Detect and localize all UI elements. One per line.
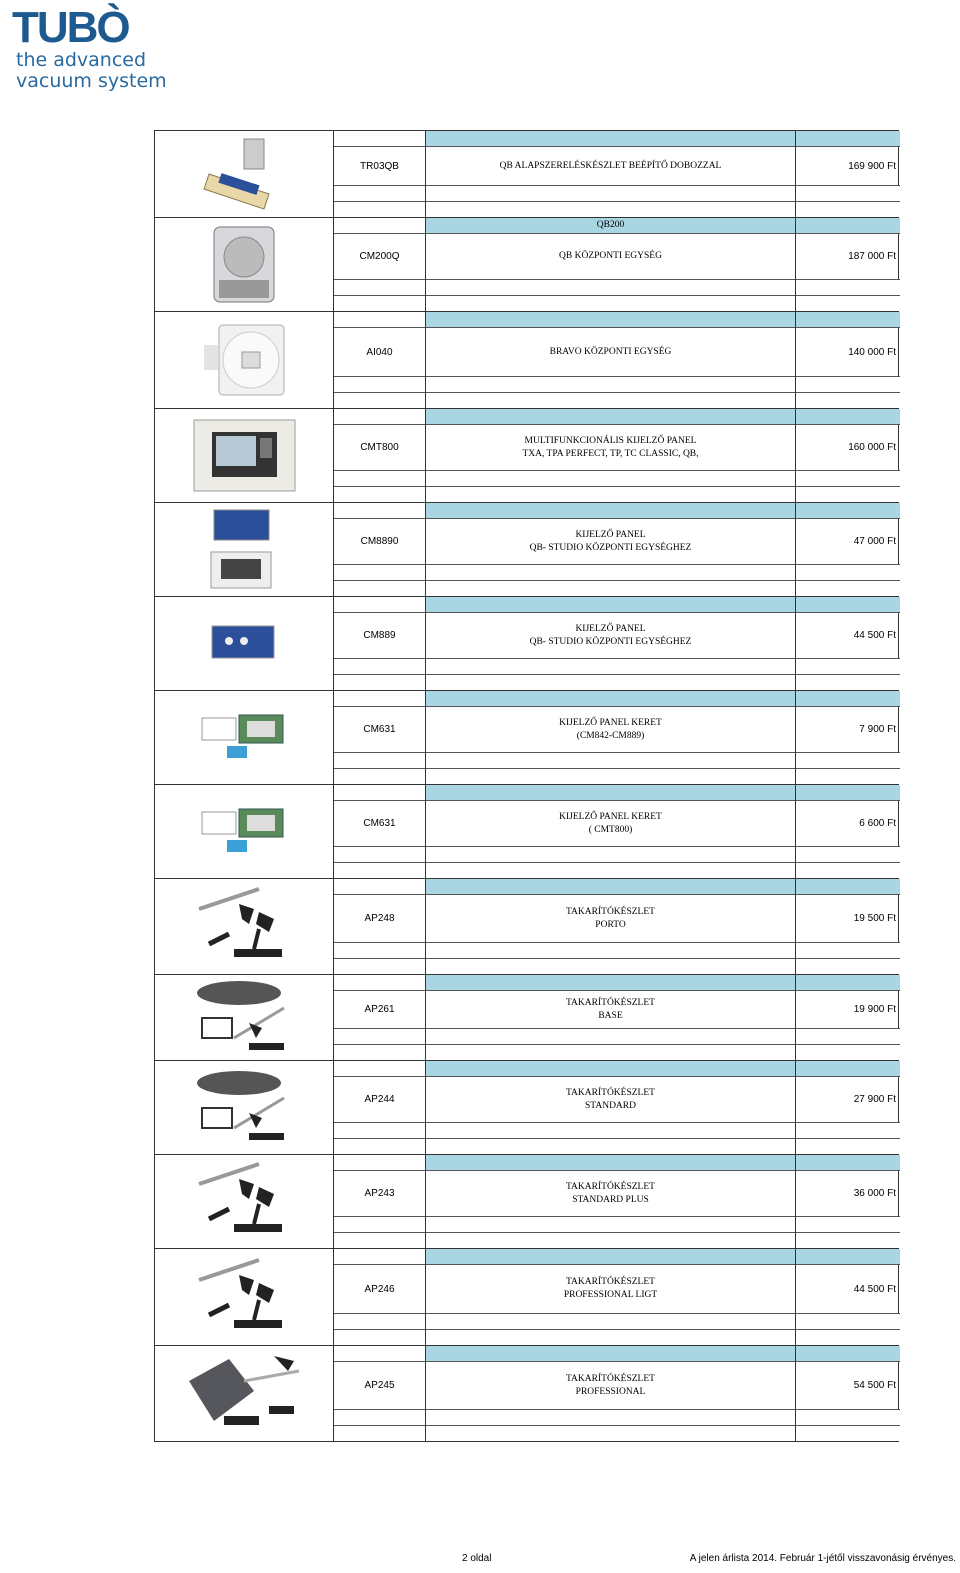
product-image-cell xyxy=(155,131,334,217)
product-image-cell xyxy=(155,1155,334,1248)
product-price-cell xyxy=(796,1249,900,1345)
product-description xyxy=(426,895,795,943)
product-price-cell xyxy=(796,691,900,784)
product-image-cell xyxy=(155,691,334,784)
product-description xyxy=(426,147,795,186)
product-image-cell xyxy=(155,409,334,502)
product-code: AP261 xyxy=(334,991,425,1029)
product-code-cell xyxy=(334,975,426,1060)
product-description xyxy=(426,1265,795,1314)
product-row xyxy=(154,878,899,974)
product-row xyxy=(154,596,899,690)
product-price: 47 000 Ft xyxy=(796,519,900,565)
band-label xyxy=(426,312,795,328)
case-kit-icon xyxy=(184,1351,304,1436)
description-line1: TAKARÍTÓKÉSZLET xyxy=(566,1373,655,1384)
product-price: 7 900 Ft xyxy=(796,707,900,753)
description-line1: TAKARÍTÓKÉSZLET xyxy=(566,1087,655,1098)
description-line1: KIJELZŐ PANEL KERET xyxy=(559,717,662,728)
product-code-cell xyxy=(334,785,426,878)
product-price: 27 900 Ft xyxy=(796,1077,900,1123)
product-price-cell xyxy=(796,131,900,217)
product-price-cell xyxy=(796,879,900,974)
description-line2: (CM842-CM889) xyxy=(576,730,645,741)
band-label xyxy=(426,1346,795,1362)
product-desc-cell xyxy=(426,785,796,878)
band-label xyxy=(426,1061,795,1077)
product-price-cell xyxy=(796,597,900,690)
cleaning-kit-icon xyxy=(194,884,294,969)
product-code-cell xyxy=(334,691,426,784)
product-code-cell xyxy=(334,597,426,690)
product-row xyxy=(154,408,899,502)
band-label xyxy=(426,691,795,707)
display-panel-icon xyxy=(192,418,297,493)
description-line2: ( CMT800) xyxy=(588,824,633,835)
description-line2: PROFESSIONAL xyxy=(575,1386,646,1397)
product-code-cell xyxy=(334,1061,426,1154)
description-line2: PORTO xyxy=(595,919,626,930)
description-line2: QB- STUDIO KÖZPONTI EGYSÉGHEZ xyxy=(529,542,692,553)
product-code-cell xyxy=(334,1155,426,1248)
product-price: 36 000 Ft xyxy=(796,1171,900,1217)
product-code: TR03QB xyxy=(334,147,425,186)
description-line2: STANDARD PLUS xyxy=(572,1194,649,1205)
product-description xyxy=(426,991,795,1029)
product-description xyxy=(426,1077,795,1123)
central-unit-icon xyxy=(209,222,279,307)
product-price: 19 900 Ft xyxy=(796,991,900,1029)
band-label xyxy=(426,503,795,519)
band-label xyxy=(426,879,795,895)
product-image-cell xyxy=(155,785,334,878)
band-label xyxy=(426,975,795,991)
frame-icon xyxy=(197,710,292,765)
description-line1: TAKARÍTÓKÉSZLET xyxy=(566,1181,655,1192)
product-desc-cell xyxy=(426,503,796,596)
description-line1: TAKARÍTÓKÉSZLET xyxy=(566,906,655,917)
product-row xyxy=(154,502,899,596)
product-price-cell xyxy=(796,1061,900,1154)
bag-kit-icon xyxy=(194,978,294,1058)
product-image-cell xyxy=(155,1249,334,1345)
band-label: QB200 xyxy=(426,218,795,234)
product-image-cell xyxy=(155,218,334,311)
product-code: AP244 xyxy=(334,1077,425,1123)
wall-unit-icon xyxy=(199,320,289,400)
price-table xyxy=(154,130,899,1442)
dual-panel-icon xyxy=(209,507,279,592)
product-desc-cell xyxy=(426,597,796,690)
product-desc-cell xyxy=(426,218,796,311)
product-description xyxy=(426,425,795,471)
product-description xyxy=(426,1171,795,1217)
product-desc-cell xyxy=(426,131,796,217)
description-line1: BRAVO KÖZPONTI EGYSÉG xyxy=(549,346,672,357)
product-desc-cell xyxy=(426,975,796,1060)
validity-note: A jelen árlista 2014. Február 1-jétől visszavonásig érvényes. xyxy=(689,1553,956,1564)
band-label xyxy=(426,1249,795,1265)
product-description xyxy=(426,234,795,280)
page-number: 2 oldal xyxy=(462,1553,492,1564)
product-image-cell xyxy=(155,1061,334,1154)
product-price: 6 600 Ft xyxy=(796,801,900,847)
description-line2: STANDARD xyxy=(585,1100,636,1111)
description-line2: BASE xyxy=(598,1010,623,1021)
band-label xyxy=(426,1155,795,1171)
product-image-cell xyxy=(155,503,334,596)
product-code: AP243 xyxy=(334,1171,425,1217)
panel-icon xyxy=(209,621,279,666)
product-code: CM631 xyxy=(334,801,425,847)
product-code: AP248 xyxy=(334,895,425,943)
description-line1: TAKARÍTÓKÉSZLET xyxy=(566,1277,655,1287)
product-desc-cell xyxy=(426,1346,796,1441)
product-price-cell xyxy=(796,1155,900,1248)
description-line2: TXA, TPA PERFECT, TP, TC CLASSIC, QB, xyxy=(522,448,699,459)
product-price: 44 500 Ft xyxy=(796,1265,900,1314)
description-line1: KIJELZŐ PANEL xyxy=(575,529,646,540)
product-image-cell xyxy=(155,975,334,1060)
product-image-cell xyxy=(155,1346,334,1441)
product-code-cell xyxy=(334,503,426,596)
band-label xyxy=(426,409,795,425)
product-price: 169 900 Ft xyxy=(796,147,900,186)
tagline-line1: the advanced xyxy=(16,49,147,71)
product-code: CM8890 xyxy=(334,519,425,565)
product-description xyxy=(426,519,795,565)
product-code-cell xyxy=(334,131,426,217)
product-code: CMT800 xyxy=(334,425,425,471)
product-row xyxy=(154,130,899,217)
product-code: AP246 xyxy=(334,1265,425,1314)
product-code: AP245 xyxy=(334,1362,425,1410)
product-price: 19 500 Ft xyxy=(796,895,900,943)
product-code-cell xyxy=(334,312,426,408)
product-desc-cell xyxy=(426,691,796,784)
product-desc-cell xyxy=(426,1249,796,1345)
band-label xyxy=(426,785,795,801)
product-code-cell xyxy=(334,1346,426,1441)
product-row xyxy=(154,1154,899,1248)
product-price-cell xyxy=(796,503,900,596)
product-price: 140 000 Ft xyxy=(796,328,900,377)
product-code-cell xyxy=(334,1249,426,1345)
frame-icon xyxy=(197,804,292,859)
description-line1: QB KÖZPONTI EGYSÉG xyxy=(559,251,662,261)
description-line1: TAKARÍTÓKÉSZLET xyxy=(566,997,655,1008)
product-code: CM200Q xyxy=(334,234,425,280)
product-description xyxy=(426,801,795,847)
product-price: 160 000 Ft xyxy=(796,425,900,471)
description-line1: QB ALAPSZERELÉSKÉSZLET BEÉPÍTŐ DOBOZZAL xyxy=(499,160,722,171)
product-image-cell xyxy=(155,312,334,408)
product-description xyxy=(426,707,795,753)
product-code: AI040 xyxy=(334,328,425,377)
description-line1: KIJELZŐ PANEL KERET xyxy=(559,811,662,822)
bag-kit-icon xyxy=(194,1068,294,1148)
cleaning-kit-icon xyxy=(194,1255,294,1340)
product-desc-cell xyxy=(426,1155,796,1248)
product-image-cell xyxy=(155,879,334,974)
product-image-cell xyxy=(155,597,334,690)
product-desc-cell xyxy=(426,879,796,974)
product-description xyxy=(426,1362,795,1410)
product-price-cell xyxy=(796,312,900,408)
product-row xyxy=(154,1345,899,1442)
product-row xyxy=(154,974,899,1060)
product-desc-cell xyxy=(426,409,796,502)
product-code-cell xyxy=(334,409,426,502)
product-price-cell xyxy=(796,1346,900,1441)
wall-box-icon xyxy=(199,134,289,214)
product-desc-cell xyxy=(426,1061,796,1154)
band-label xyxy=(426,131,795,147)
product-row xyxy=(154,1248,899,1345)
product-row xyxy=(154,690,899,784)
product-code-cell xyxy=(334,218,426,311)
tubo-logo xyxy=(12,3,172,96)
tagline-line2: vacuum system xyxy=(16,70,167,92)
description-line1: MULTIFUNKCIONÁLIS KIJELZŐ PANEL xyxy=(524,435,697,446)
cleaning-kit-icon xyxy=(194,1159,294,1244)
product-row xyxy=(154,1060,899,1154)
description-line2: QB- STUDIO KÖZPONTI EGYSÉGHEZ xyxy=(529,636,692,647)
product-price: 44 500 Ft xyxy=(796,613,900,659)
product-price-cell xyxy=(796,218,900,311)
product-code-cell xyxy=(334,879,426,974)
product-code: CM631 xyxy=(334,707,425,753)
brand-name: TUBÒ xyxy=(12,3,129,52)
product-description xyxy=(426,328,795,377)
product-price-cell xyxy=(796,975,900,1060)
product-price: 187 000 Ft xyxy=(796,234,900,280)
product-code: CM889 xyxy=(334,613,425,659)
product-price-cell xyxy=(796,409,900,502)
product-price: 54 500 Ft xyxy=(796,1362,900,1410)
product-desc-cell xyxy=(426,312,796,408)
product-row xyxy=(154,784,899,878)
product-description xyxy=(426,613,795,659)
product-price-cell xyxy=(796,785,900,878)
band-label xyxy=(426,597,795,613)
description-line1: KIJELZŐ PANEL xyxy=(575,623,646,634)
product-row xyxy=(154,217,899,311)
description-line2: PROFESSIONAL LIGT xyxy=(563,1290,658,1300)
product-row xyxy=(154,311,899,408)
